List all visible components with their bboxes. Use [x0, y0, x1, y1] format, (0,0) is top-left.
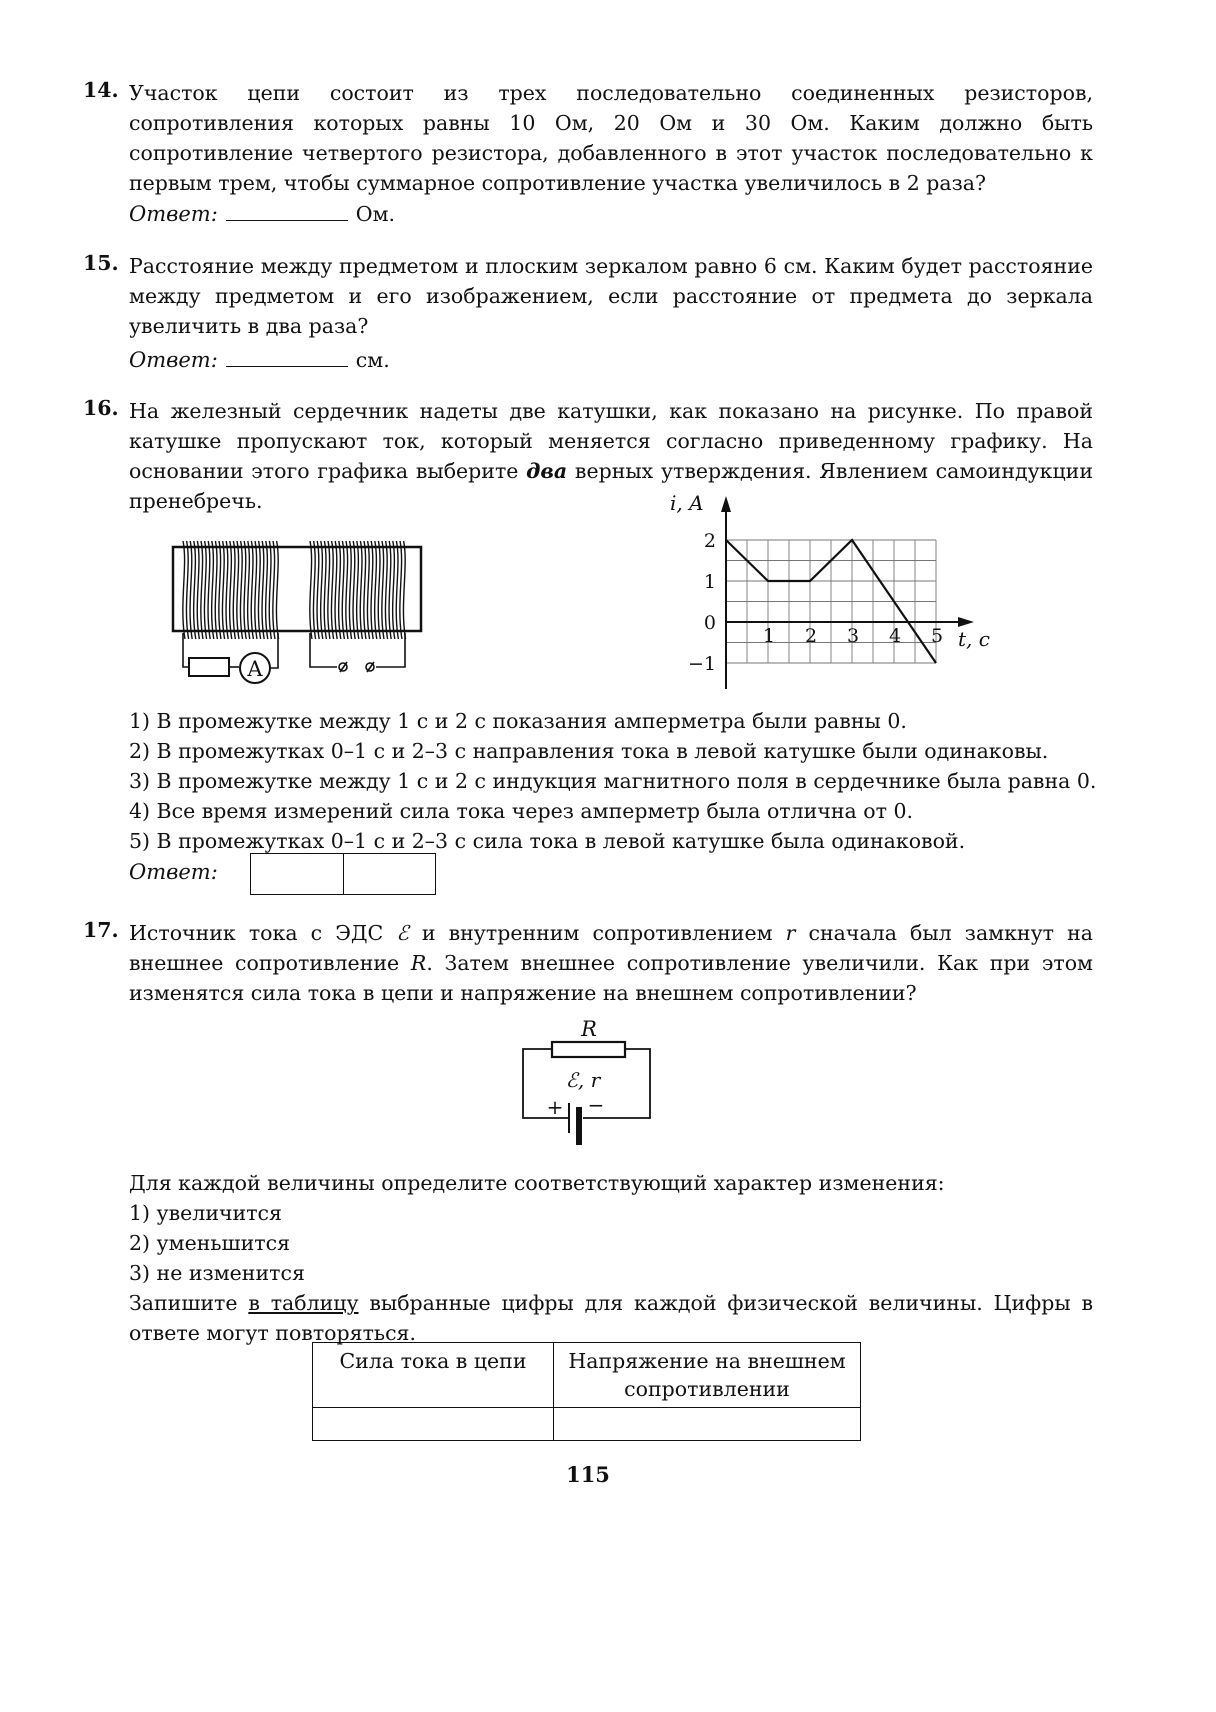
answer-unit: Ом.	[355, 202, 396, 226]
answer-boxes-16	[250, 853, 436, 895]
x-tick-label: 2	[804, 625, 818, 647]
option: 4) Все время измерений сила тока через амперметр была отлична от 0.	[129, 799, 914, 823]
answer-label: Ответ:	[129, 860, 218, 884]
table-header: Сила тока в цепи	[313, 1343, 554, 1408]
table-header-row	[313, 1343, 861, 1408]
question-number: 14.	[83, 78, 119, 102]
left-coil	[183, 541, 279, 639]
r-symbol: r	[785, 921, 796, 945]
option: 3) В промежутке между 1 с и 2 с индукция магнитного поля в сердечнике была равна 0.	[129, 769, 1097, 793]
answer-unit: см.	[355, 348, 390, 372]
ammeter-label: A	[247, 657, 263, 681]
resistor-symbol	[189, 658, 229, 676]
answer-blank-15[interactable]	[226, 346, 348, 367]
text-part: сначала был замкнут на внешнее сопротивление	[129, 921, 1093, 975]
answer-cell-voltage[interactable]	[554, 1408, 861, 1441]
text-part: и внутренним сопротивлением	[408, 921, 786, 945]
write-instruction	[129, 1288, 1093, 1348]
question-number: 15.	[83, 251, 119, 275]
answer-label: Ответ:	[129, 348, 218, 372]
choice: 1) увеличится	[129, 1201, 282, 1225]
y-tick-label: 2	[703, 530, 716, 552]
table-header: Напряжение на внешнем сопротивлении	[554, 1343, 861, 1408]
table-row	[313, 1408, 861, 1441]
y-tick-label: 0	[703, 612, 716, 634]
emf-symbol: ℰ	[396, 921, 409, 945]
question-text: Расстояние между предметом и плоским зеркалом равно 6 см. Каким будет расстояние между предметом и его изображением, если расстояние от предмета до зеркала увеличить в два раза?	[129, 254, 1093, 338]
text-part: . Затем внешнее сопротивление увеличили. Как при этом изменятся сила тока в цепи и напряжение на внешнем сопротивлении?	[129, 951, 1093, 1005]
answer-line-15	[129, 346, 390, 372]
q17-instructions	[129, 1168, 1093, 1348]
question-number: 16.	[83, 396, 119, 420]
text-part: Запишите	[129, 1291, 249, 1315]
answer-label: Ответ:	[129, 202, 218, 226]
plus-sign: +	[546, 1095, 564, 1119]
y-tick-label: −1	[687, 653, 716, 675]
underlined-text: в таблицу	[248, 1291, 359, 1315]
choice: 2) уменьшится	[129, 1231, 290, 1255]
source-label: ℰ, r	[565, 1068, 601, 1092]
answer-table-17	[312, 1342, 861, 1441]
text-part: выбранные цифры для каждой физической величины. Цифры в ответе могут повторяться.	[129, 1291, 1093, 1345]
options-16	[129, 706, 1099, 856]
instruction-text: Для каждой величины определите соответствующий характер изменения:	[129, 1171, 945, 1195]
option: 2) В промежутках 0–1 с и 2–3 с направления тока в левой катушке были одинаковы.	[129, 739, 1049, 763]
R-symbol: R	[410, 951, 427, 975]
x-tick-label: 4	[888, 625, 902, 647]
page-number: 115	[566, 1462, 610, 1487]
coils-figure	[165, 535, 430, 695]
option: 5) В промежутках 0–1 с и 2–3 с сила тока в левой катушке была одинаковой.	[129, 829, 966, 853]
y-tick-label: 1	[703, 571, 716, 593]
x-tick-label: 5	[930, 625, 944, 647]
resistor-label: R	[581, 1017, 597, 1041]
y-axis-label: i, A	[670, 491, 704, 515]
left-circuit	[183, 633, 278, 683]
current-graph	[662, 484, 1002, 694]
graph-grid	[726, 540, 936, 663]
answer-cell-2[interactable]	[343, 854, 436, 894]
circuit-figure	[515, 1015, 660, 1155]
y-axis-arrow	[721, 496, 731, 512]
question-text: Участок цепи состоит из трех последовательно соединенных резисторов, сопротивления которых равны 10 Ом, 20 Ом и 30 Ом. Каким должно быть сопротивление четвертого резистора, добавленного в этот участок последовательно к первым трем, чтобы суммарное сопротивление участка увеличилось в 2 раза?	[129, 81, 1093, 195]
resistor-symbol	[552, 1042, 625, 1057]
x-axis-label: t, c	[958, 627, 990, 651]
text-part: На железный сердечник надеты две катушки, как показано на рисунке. По правой катушке пропускают ток, который меняется согласно приведенному графику. На основании этого графика выберите	[129, 399, 1093, 483]
text-part: верных утверждения. Явлением самоиндукции пренебречь.	[129, 459, 1093, 513]
answer-cell-1[interactable]	[251, 854, 343, 894]
answer-blank-14[interactable]	[226, 200, 348, 221]
x-tick-label: 3	[846, 625, 860, 647]
question-text	[129, 918, 1093, 1008]
x-tick-label: 1	[762, 625, 776, 647]
answer-label-16	[129, 860, 218, 884]
choice: 3) не изменится	[129, 1261, 305, 1285]
answer-cell-current[interactable]	[313, 1408, 554, 1441]
option: 1) В промежутке между 1 с и 2 с показания амперметра были равны 0.	[129, 709, 907, 733]
text-part: Источник тока с ЭДС	[129, 921, 397, 945]
x-axis-arrow	[958, 617, 974, 627]
right-coil	[310, 541, 406, 639]
minus-sign: −	[587, 1093, 605, 1117]
question-number: 17.	[83, 918, 119, 942]
answer-line-14	[129, 200, 395, 226]
emphasis: два	[526, 459, 568, 483]
